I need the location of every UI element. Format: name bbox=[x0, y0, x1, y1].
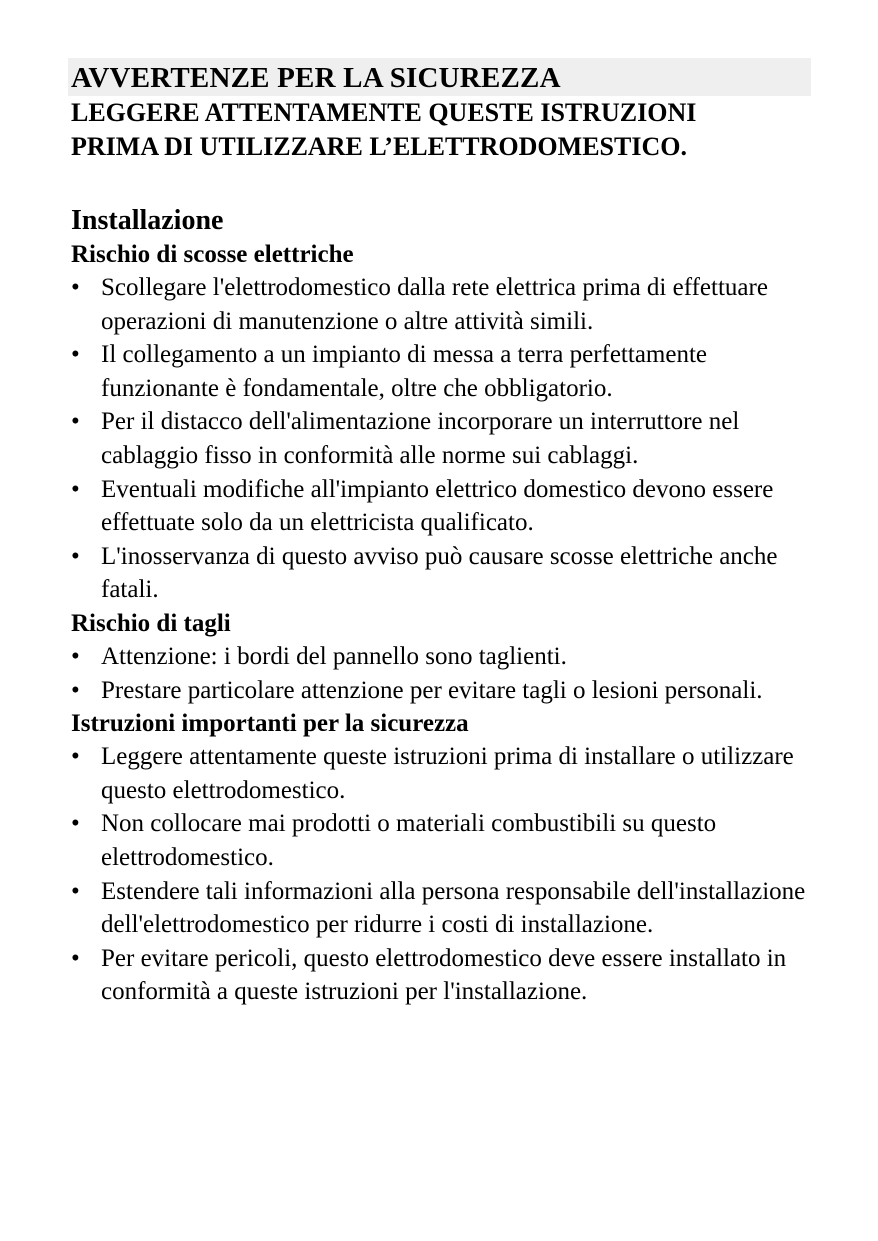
bullet: • bbox=[71, 408, 80, 436]
list-item-text: Prestare particolare attenzione per evitare tagli o lesioni personali. bbox=[101, 676, 763, 704]
list-item-text: Per il distacco dell'alimentazione incorporare un interruttore nel cablaggio fisso in conformità alle norme sui cablaggi. bbox=[101, 408, 740, 469]
bullet: • bbox=[71, 475, 80, 503]
bullet: • bbox=[71, 274, 80, 301]
list-item-text: Non collocare mai prodotti o materiali combustibili su questo elettrodomestico. bbox=[101, 810, 717, 871]
section-heading-installazione: Installazione bbox=[71, 205, 224, 236]
bullet: • bbox=[71, 676, 80, 704]
subheading-electric-shock: Rischio di scosse elettriche bbox=[71, 241, 354, 268]
bullet: • bbox=[71, 944, 80, 972]
list-item bbox=[71, 473, 811, 540]
list-item-text: Scollegare l'elettrodomestico dalla rete elettrica prima di effettuare operazioni di manutenzione o altre attività simili. bbox=[101, 274, 768, 335]
list-item bbox=[71, 740, 811, 807]
list-item bbox=[71, 405, 811, 472]
cuts-list bbox=[71, 640, 811, 707]
list-item bbox=[71, 807, 811, 874]
subheading-cuts: Rischio di tagli bbox=[71, 609, 231, 637]
list-item-text: Attenzione: i bordi del pannello sono taglienti. bbox=[101, 642, 567, 670]
subtitle-line-2: PRIMA DI UTILIZZARE L’ELETTRODOMESTICO. bbox=[71, 132, 687, 161]
title-bar bbox=[68, 58, 811, 96]
bullet: • bbox=[71, 877, 80, 905]
list-item bbox=[71, 640, 811, 674]
bullet: • bbox=[71, 810, 80, 838]
list-item-text: Eventuali modifiche all'impianto elettrico domestico devono essere effettuate solo da un elettricista qualificato. bbox=[101, 475, 774, 537]
list-item-text: Il collegamento a un impianto di messa a terra perfettamente funzionante è fondamentale, oltre che obbligatorio. bbox=[101, 341, 708, 402]
electric-shock-list bbox=[71, 271, 811, 607]
list-item bbox=[71, 540, 811, 607]
document-page bbox=[71, 58, 811, 1009]
list-item-text: Per evitare pericoli, questo elettrodomestico deve essere installato in conformità a queste istruzioni per l'installazione. bbox=[101, 944, 787, 1006]
bullet: • bbox=[71, 542, 80, 570]
bullet: • bbox=[71, 642, 80, 670]
safety-instructions-list bbox=[71, 740, 811, 1009]
list-item bbox=[71, 942, 811, 1009]
subheading-safety-instructions: Istruzioni importanti per la sicurezza bbox=[71, 710, 469, 738]
list-item bbox=[71, 875, 811, 942]
page-title: AVVERTENZE PER LA SICUREZZA bbox=[71, 62, 561, 94]
list-item-text: L'inosservanza di questo avviso può causare scosse elettriche anche fatali. bbox=[101, 542, 778, 604]
list-item-text: Estendere tali informazioni alla persona responsabile dell'installazione dell'elettrodomestico per ridurre i costi di installazione. bbox=[101, 877, 806, 939]
bullet: • bbox=[71, 341, 80, 369]
list-item-text: Leggere attentamente queste istruzioni prima di installare o utilizzare questo elettrodomestico. bbox=[101, 743, 794, 804]
list-item bbox=[71, 271, 811, 338]
list-item bbox=[71, 338, 811, 405]
bullet: • bbox=[71, 743, 80, 771]
subtitle-line-1: LEGGERE ATTENTAMENTE QUESTE ISTRUZIONI bbox=[71, 98, 697, 127]
list-item bbox=[71, 674, 811, 708]
